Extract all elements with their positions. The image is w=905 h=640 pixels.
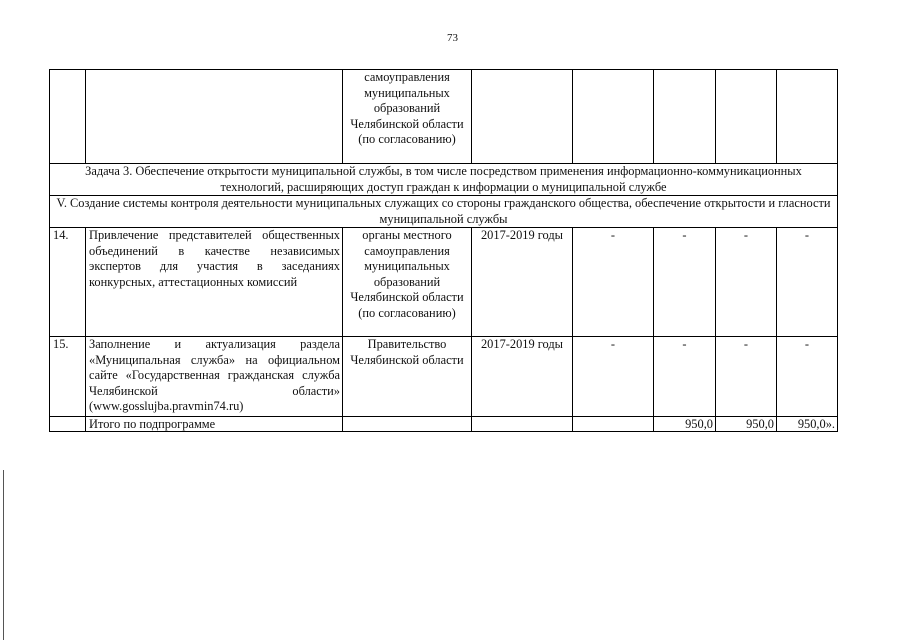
subprogram-table	[49, 69, 838, 432]
funding-value: -	[573, 228, 654, 337]
total-value: 950,0».	[777, 417, 838, 432]
executor-cell: самоуправления муниципальных образований Челябинской области (по согласованию)	[343, 70, 472, 164]
funding-cell	[573, 70, 654, 164]
funding-value: -	[777, 337, 838, 417]
funding-value: -	[654, 228, 716, 337]
num-cell	[50, 417, 86, 432]
task-row	[50, 164, 838, 196]
funding-value: -	[716, 228, 777, 337]
executor: Правительство Челябинской области	[343, 337, 472, 417]
funding-value: -	[654, 337, 716, 417]
executor-cell	[343, 417, 472, 432]
years: 2017-2019 годы	[472, 337, 573, 417]
task3-heading: Задача 3. Обеспечение открытости муниципальной службы, в том числе посредством применения информационно-коммуникационных технологий, расширяющих доступ граждан к информации о муниципальной службе	[50, 164, 838, 196]
num-cell	[50, 70, 86, 164]
section-row	[50, 196, 838, 228]
row-number: 15.	[50, 337, 86, 417]
years-cell	[472, 70, 573, 164]
table-row	[50, 228, 838, 337]
row-number: 14.	[50, 228, 86, 337]
years-cell	[472, 417, 573, 432]
total-row	[50, 417, 838, 432]
name-cell	[86, 70, 343, 164]
table-row	[50, 337, 838, 417]
page-number: 73	[447, 32, 458, 44]
total-value: 950,0	[654, 417, 716, 432]
years: 2017-2019 годы	[472, 228, 573, 337]
funding-cell	[654, 70, 716, 164]
funding-cell	[716, 70, 777, 164]
funding-value: -	[573, 337, 654, 417]
funding-value: -	[777, 228, 838, 337]
activity-name: Заполнение и актуализация раздела «Муниципальная служба» на официальном сайте «Государственная гражданская служба Челябинской области» (www.gosslujba.pravmin74.ru)	[86, 337, 343, 417]
activity-name: Привлечение представителей общественных объединений в качестве независимых экспертов для участия в заседаниях конкурсных, аттестационных комиссий	[86, 228, 343, 337]
section5-heading: V. Создание системы контроля деятельности муниципальных служащих со стороны гражданского общества, обеспечение открытости и гласности муниципальной службы	[50, 196, 838, 228]
total-value: 950,0	[716, 417, 777, 432]
executor: органы местного самоуправления муниципальных образований Челябинской области (по согласованию)	[343, 228, 472, 337]
continuation-row	[50, 70, 838, 164]
scan-edge-line	[3, 470, 4, 640]
funding-value: -	[716, 337, 777, 417]
funding-cell	[777, 70, 838, 164]
funding-cell	[573, 417, 654, 432]
total-label: Итого по подпрограмме	[86, 417, 343, 432]
